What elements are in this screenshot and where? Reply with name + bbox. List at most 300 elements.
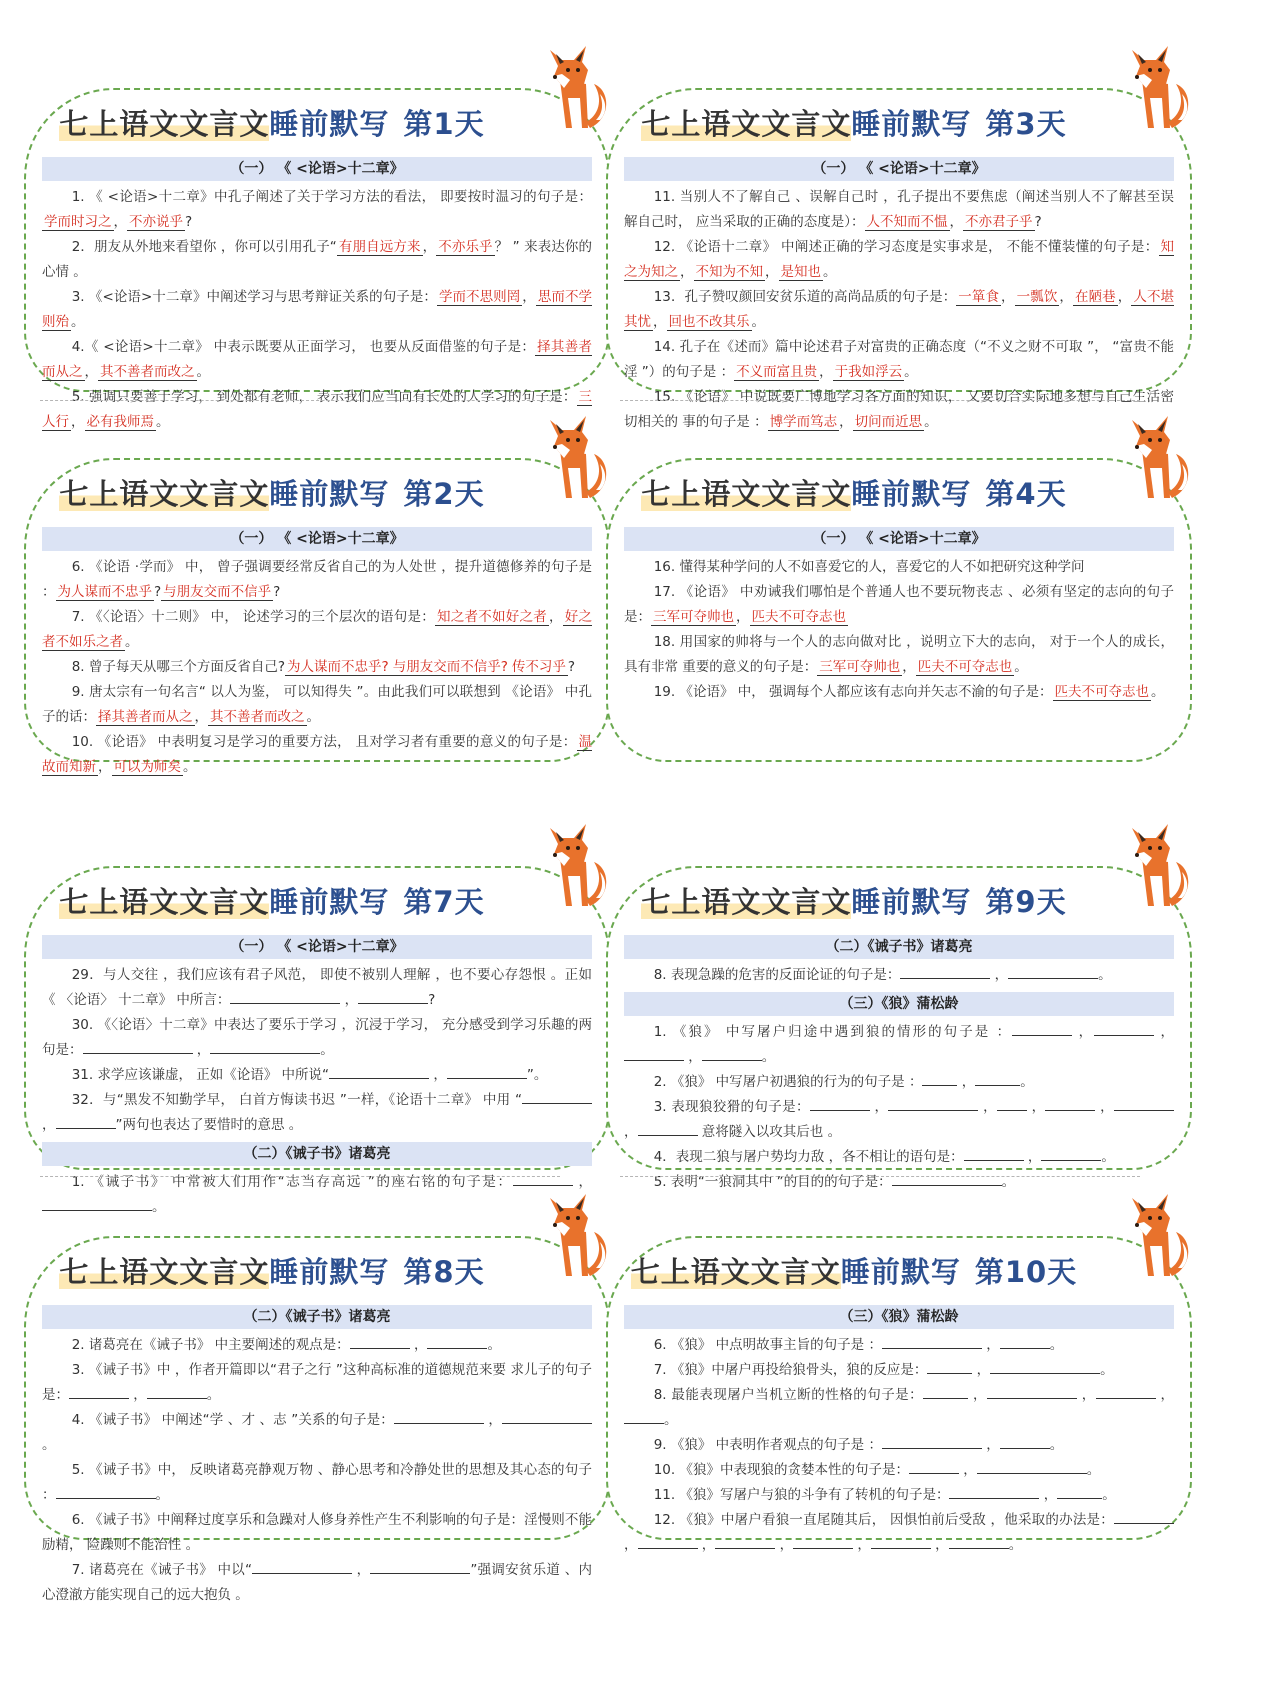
answer-text: 在陋巷 xyxy=(1075,289,1116,305)
answer-blank[interactable] xyxy=(888,1096,978,1111)
worksheet-card xyxy=(22,40,612,430)
answer-text: 择其善者而从之 xyxy=(42,339,592,380)
answer-blank[interactable] xyxy=(810,1096,870,1111)
fox-icon xyxy=(542,40,612,132)
answer-blank[interactable] xyxy=(210,1039,320,1054)
answer-text: 其不善者而改之 xyxy=(210,709,305,725)
question-text: ， xyxy=(194,709,208,725)
answer-text: 不亦君子乎 xyxy=(965,214,1033,230)
answer-text: 匹夫不可夺志也 xyxy=(751,609,846,625)
answer-blank[interactable] xyxy=(370,1559,470,1574)
question-text: 3. 《诫子书》中 ，作者开篇即以“君子之行 ”这种高标准的道德规范来要 求儿子的句子是： xyxy=(42,1362,592,1403)
answer-blank[interactable] xyxy=(1057,1484,1102,1499)
question-text: 32．与“黑发不知勤学早， 白首方悔读书迟 ”一样，《论语十二章》 中用 “ xyxy=(71,1092,522,1108)
answer-blank[interactable] xyxy=(358,989,428,1004)
question-text: 1. 《 <论语>十二章》中孔子阐述了关于学习方法的看法， 即要按时温习的句子是： xyxy=(71,189,592,205)
question-text: 。 xyxy=(751,314,765,330)
title-activity: 睡前默写 xyxy=(851,107,972,141)
answer-blank[interactable] xyxy=(1094,1021,1154,1036)
fox-icon xyxy=(1124,818,1194,910)
section-header: （一） 《 <论语>十二章》 xyxy=(42,157,592,181)
answer-blank[interactable] xyxy=(638,1121,698,1136)
card-content xyxy=(42,523,592,780)
question-text: 。 xyxy=(761,1049,776,1065)
answer-blank[interactable] xyxy=(624,1046,684,1061)
answer-text: 思而不学则殆 xyxy=(42,289,593,330)
question-text: 10. 《论语》 中表明复习是学习的重要方法， 且对学习者有重要的意义的句子是： xyxy=(71,734,577,750)
fox-icon xyxy=(1124,40,1194,132)
question-text: ， xyxy=(549,609,563,625)
question-item: 7. 诸葛亮在《诫子书》 中以“ ， ”强调安贫乐道 、内心澄澈方能实现自己的远大抱负 。 xyxy=(42,1558,592,1608)
question-text: 。 xyxy=(924,414,938,430)
answer-blank[interactable] xyxy=(56,1114,116,1129)
answer-text: 择其善者而从之 xyxy=(98,709,193,725)
question-item: 1. 《狼》 中写屠户归途中遇到狼的情形的句子是 ： ， ， ， 。 xyxy=(624,1020,1174,1070)
answer-text: 与朋友交而不信乎 xyxy=(163,584,272,600)
question-item xyxy=(42,605,592,655)
question-text: 10. 《狼》中表现狼的贪婪本性的句子是： xyxy=(653,1462,909,1478)
question-item: 12. 《狼》中屠户看狼一直尾随其后， 因惧怕前后受敌 ，他采取的办法是： ， ， ， ， ， 。 xyxy=(624,1508,1174,1558)
question-text: 7. 《〈论语〉十二则》 中， 论述学习的三个层次的语句是： xyxy=(71,609,436,625)
question-item: 7. 《狼》中屠户再投给狼骨头，狼的反应是： ， 。 xyxy=(624,1358,1174,1383)
answer-text: 不亦说乎 xyxy=(129,214,183,230)
question-item: 31. 求学应该谦虚， 正如《论语》 中所说“ ， ”。 xyxy=(42,1063,592,1088)
answer-text: 为人谋而不忠乎? xyxy=(287,659,389,675)
question-item xyxy=(42,235,592,285)
title-activity: 睡前默写 xyxy=(840,1255,961,1289)
fox-icon xyxy=(1124,1188,1194,1280)
question-text: ， xyxy=(1117,289,1132,305)
answer-blank[interactable] xyxy=(990,1359,1100,1374)
title-activity: 睡前默写 xyxy=(269,1255,390,1289)
answer-blank[interactable] xyxy=(977,1459,1087,1474)
question-text: ， xyxy=(1001,289,1015,305)
answer-text: 是知也 xyxy=(780,264,821,280)
question-text: 5. 《诫子书》中， 反映诸葛亮静观万物 、静心思考和冷静处世的思想及其心态的句子 ： xyxy=(42,1462,592,1503)
question-item: 3. 表现狼狡猾的句子是： ， ， ， ， ， 意将隧入以攻其后也 。 xyxy=(624,1095,1174,1145)
worksheet-card xyxy=(22,410,612,790)
answer-text: 三军可夺帅也 xyxy=(653,609,734,625)
card-title xyxy=(604,880,1104,924)
answer-blank[interactable] xyxy=(975,1071,1020,1086)
answer-text: 知之为知之 xyxy=(624,239,1174,280)
question-item: 10. 《狼》中表现狼的贪婪本性的句子是： ， 。 xyxy=(624,1458,1174,1483)
title-day: 第1天 xyxy=(403,107,485,141)
question-item xyxy=(42,1508,592,1558)
answer-blank[interactable] xyxy=(1000,1434,1050,1449)
title-activity: 睡前默写 xyxy=(269,885,390,919)
worksheet-card xyxy=(22,1188,612,1603)
answer-text: 回也不改其乐 xyxy=(668,314,750,330)
answer-text: 人不知而不愠 xyxy=(866,214,948,230)
answer-blank[interactable] xyxy=(1008,964,1098,979)
answer-blank[interactable] xyxy=(997,1096,1027,1111)
answer-blank[interactable] xyxy=(1114,1096,1174,1111)
answer-blank[interactable] xyxy=(892,1171,1002,1186)
answer-text: 三人行 xyxy=(42,389,592,430)
question-text: 7. 诸葛亮在《诫子书》 中以“ xyxy=(71,1562,253,1578)
question-text: 。 xyxy=(823,264,837,280)
answer-blank[interactable] xyxy=(502,1409,592,1424)
answer-blank[interactable] xyxy=(1041,1146,1101,1161)
question-text: 。 xyxy=(1008,1537,1023,1553)
question-text: 。 xyxy=(664,1412,678,1428)
question-text: 12. 《论语十二章》 中阐述正确的学习态度是实事求是， 不能不懂装懂的句子是： xyxy=(653,239,1159,255)
row-separator xyxy=(40,400,560,401)
question-text: 。 xyxy=(206,1387,221,1403)
answer-blank[interactable] xyxy=(69,1384,129,1399)
question-text: ， xyxy=(653,314,667,330)
question-text: 8. 表现急躁的危害的反面论证的句子是： xyxy=(653,967,901,983)
question-text: ？ ” 来表达你的心情 。 xyxy=(42,239,593,280)
question-item xyxy=(624,630,1174,680)
title-activity: 睡前默写 xyxy=(851,477,972,511)
answer-blank[interactable] xyxy=(923,1384,968,1399)
question-text: 16. 懂得某种学问的人不如喜爱它的人，喜爱它的人不如把研究这种学问 xyxy=(653,559,1085,575)
question-item xyxy=(42,185,592,235)
question-text: 29．与人交往 ，我们应该有君子风范， 即使不被别人理解 ，也不要心存怨恨 。正如《 〈论语〉 十二章》 中所言： xyxy=(42,967,592,1008)
answer-text: 其不善者而改之 xyxy=(100,364,195,380)
question-text: ”。 xyxy=(526,1067,548,1083)
answer-text: 知之者不如好之者 xyxy=(437,609,548,625)
question-text: 11. 《狼》写屠户与狼的斗争有了转机的句子是： xyxy=(653,1487,950,1503)
question-text: ”强调安贫乐道 、内心澄澈方能实现自己的远大抱负 。 xyxy=(42,1562,592,1603)
question-text: ， xyxy=(736,609,750,625)
answer-text: 传不习乎 xyxy=(511,659,566,675)
answer-blank[interactable] xyxy=(964,1146,1024,1161)
section-header: （二）《诫子书》诸葛亮 xyxy=(624,935,1174,959)
question-item: 8. 最能表现屠户当机立断的性格的句子是： ， ， ，。 xyxy=(624,1383,1174,1433)
question-text: ， xyxy=(422,239,437,255)
title-subject: 七上语文文言文 xyxy=(59,1255,270,1289)
answer-blank[interactable] xyxy=(447,1064,527,1079)
section-header: （二）《诫子书》诸葛亮 xyxy=(42,1305,592,1329)
question-text: 31. 求学应该谦虚， 正如《论语》 中所说“ xyxy=(71,1067,330,1083)
title-day: 第4天 xyxy=(985,477,1067,511)
answer-blank[interactable] xyxy=(793,1534,853,1549)
question-text: 30. 《〈论语〉十二章》中表达了要乐于学习 ，沉浸于学习， 充分感受到学习乐趣的两句是： xyxy=(42,1017,592,1058)
question-text: 。 xyxy=(42,1437,56,1453)
question-text: 。 xyxy=(1102,1487,1116,1503)
title-activity: 睡前默写 xyxy=(269,477,390,511)
title-subject: 七上语文文言文 xyxy=(59,107,270,141)
question-item: 9. 《狼》 中表明作者观点的句子是 ： ， 。 xyxy=(624,1433,1174,1458)
answer-text: 一瓢饮 xyxy=(1016,289,1058,305)
question-text: 4．表现二狼与屠户势均力敌 ，各不相让的语句是： xyxy=(653,1149,964,1165)
answer-text: 切问而近思 xyxy=(854,414,923,430)
answer-text: 博学而笃志 xyxy=(769,414,838,430)
worksheet-card xyxy=(604,40,1194,430)
question-item xyxy=(624,680,1174,705)
section-header: （一） 《 <论语>十二章》 xyxy=(624,157,1174,181)
fox-icon xyxy=(1124,410,1194,502)
question-text: 2. 《狼》 中写屠户初遇狼的行为的句子是 ： xyxy=(653,1074,923,1090)
answer-text: 学而时习之 xyxy=(44,214,112,230)
card-content xyxy=(624,153,1174,435)
question-text: 3. 表现狼狡猾的句子是： xyxy=(653,1099,810,1115)
answer-blank[interactable] xyxy=(513,1171,573,1186)
card-content xyxy=(42,153,592,435)
question-item xyxy=(42,730,592,780)
title-day: 第7天 xyxy=(403,885,485,919)
section-header: （一） 《 <论语>十二章》 xyxy=(42,935,592,959)
question-text: ， xyxy=(839,414,853,430)
answer-blank[interactable] xyxy=(252,1559,352,1574)
answer-blank[interactable] xyxy=(909,1459,959,1474)
answer-text: 一箪食 xyxy=(958,289,1000,305)
title-subject: 七上语文文言文 xyxy=(59,477,270,511)
answer-text: 匹夫不可夺志也 xyxy=(917,659,1013,675)
question-item: 6. 《狼》 中点明故事主旨的句子是 ： ， 。 xyxy=(624,1333,1174,1358)
worksheet-card xyxy=(604,1188,1194,1568)
question-text: 18. 用国家的帅将与一个人的志向做对比 ，说明立下大的志向， 对于一个人的成长， 具有非常 重要的意义的句子是： xyxy=(624,634,1174,675)
title-activity: 睡前默写 xyxy=(851,885,972,919)
question-text: 4.《 <论语>十二章》 中表示既要从正面学习， 也要从反面借鉴的句子是： xyxy=(71,339,536,355)
answer-blank[interactable] xyxy=(871,1534,931,1549)
answer-text: 于我如浮云 xyxy=(834,364,903,380)
worksheet-card xyxy=(604,818,1194,1198)
question-text: 11. 当别人不了解自己 、误解自己时 ，孔子提出不要焦虑（阐述当别人不了解甚至误解自己时， 应当采取的正确的态度是）： xyxy=(624,189,1174,230)
question-text: 3. 《<论语>十二章》中阐述学习与思考辩证关系的句子是： xyxy=(71,289,437,305)
answer-text: 不知为不知 xyxy=(695,264,763,280)
question-text: 6. 《狼》 中点明故事主旨的句子是 ： xyxy=(653,1337,882,1353)
answer-text: 不亦乐乎 xyxy=(438,239,493,255)
question-text: 14. 孔子在《述而》篇中论述君子对富贵的正确态度（“不义之财不可取 ”， “富贵不能淫 ”）的句子是 ： xyxy=(624,339,1174,380)
question-text: ， xyxy=(819,364,833,380)
card-content xyxy=(42,1301,592,1608)
question-text: 2．朋友从外地来看望你 ，你可以引用孔子“ xyxy=(71,239,337,255)
question-item xyxy=(624,555,1174,580)
question-text: 。 xyxy=(904,364,918,380)
answer-text: 必有我师焉 xyxy=(86,414,154,430)
question-text: ”两句也表达了要惜时的意思 。 xyxy=(115,1117,303,1133)
section-header: （一） 《 <论语>十二章》 xyxy=(42,527,592,551)
question-item: 4．表现二狼与屠户势均力敌 ，各不相让的语句是： ， 。 xyxy=(624,1145,1174,1170)
question-item xyxy=(42,680,592,730)
question-text: ， xyxy=(71,414,85,430)
question-text: ? xyxy=(154,584,162,600)
question-item: 2. 《狼》 中写屠户初遇狼的行为的句子是 ： ， 。 xyxy=(624,1070,1174,1095)
question-item xyxy=(624,285,1174,335)
answer-blank[interactable] xyxy=(1012,1021,1072,1036)
question-text: 。 xyxy=(125,634,139,650)
answer-blank[interactable] xyxy=(922,1071,957,1086)
answer-blank[interactable] xyxy=(522,1089,592,1104)
answer-text: 好之者不如乐之者 xyxy=(42,609,593,650)
answer-text: 有朋自远方来 xyxy=(338,239,421,255)
row-separator xyxy=(620,400,1140,401)
card-title xyxy=(22,880,522,924)
question-text: 。 xyxy=(1049,1337,1064,1353)
question-item xyxy=(42,555,592,605)
question-text: 12. 《狼》中屠户看狼一直尾随其后， 因惧怕前后受敌 ，他采取的办法是： xyxy=(653,1512,1114,1528)
question-text: ? xyxy=(567,659,576,675)
question-text: ， xyxy=(1059,289,1073,305)
question-text: 。 xyxy=(155,1487,169,1503)
answer-blank[interactable] xyxy=(882,1434,982,1449)
question-text: 6. 《诫子书》中阐释过度享乐和急躁对人修身养性产生不利影响的句子是：淫慢则不能励精， 险躁则不能治性 。 xyxy=(42,1512,592,1553)
answer-blank[interactable] xyxy=(329,1064,429,1079)
question-text: 7. 《狼》中屠户再投给狼骨头，狼的反应是： xyxy=(653,1362,928,1378)
question-text: 。 xyxy=(1151,684,1165,700)
question-text: 。 xyxy=(1001,1174,1016,1190)
question-text: 9. 《狼》 中表明作者观点的句子是 ： xyxy=(653,1437,882,1453)
card-title xyxy=(22,1250,522,1294)
question-text: 。 xyxy=(306,709,320,725)
question-item: 8. 表现急躁的危害的反面论证的句子是： ， 。 xyxy=(624,963,1174,988)
question-text: 。 xyxy=(1098,967,1112,983)
answer-blank[interactable] xyxy=(927,1359,972,1374)
question-text: ? xyxy=(185,214,193,230)
card-title xyxy=(22,102,522,146)
question-text: 。 xyxy=(156,414,170,430)
row-separator xyxy=(40,1176,560,1177)
card-title xyxy=(604,472,1104,516)
question-text: ， xyxy=(902,659,916,675)
card-content xyxy=(624,1301,1174,1558)
fox-icon xyxy=(542,410,612,502)
question-text: 4. 《诫子书》 中阐述“学 、才 、志 ”关系的句子是： xyxy=(71,1412,394,1428)
question-item: 1. 《诫子书》 中常被人们用作“志当存高远 ”的座右铭的句子是： ，。 xyxy=(42,1170,592,1220)
worksheet-card xyxy=(604,410,1194,790)
answer-blank[interactable] xyxy=(882,1334,982,1349)
fox-icon xyxy=(542,818,612,910)
fox-icon xyxy=(542,1188,612,1280)
answer-text: 可以为师矣 xyxy=(113,759,181,775)
question-text: 2. 诸葛亮在《诫子书》 中主要阐述的观点是： xyxy=(71,1337,350,1353)
question-item xyxy=(42,285,592,335)
question-item xyxy=(42,1458,592,1508)
title-activity: 睡前默写 xyxy=(269,107,390,141)
question-text: ? xyxy=(273,584,281,600)
row-separator xyxy=(620,1176,1140,1177)
question-text: ， xyxy=(84,364,98,380)
question-text: ， xyxy=(680,264,694,280)
question-item xyxy=(42,655,592,680)
title-subject: 七上语文文言文 xyxy=(630,1255,841,1289)
title-subject: 七上语文文言文 xyxy=(641,885,852,919)
card-content xyxy=(624,523,1174,705)
question-item xyxy=(624,580,1174,630)
answer-blank[interactable] xyxy=(949,1534,1009,1549)
answer-text: 匹夫不可夺志也 xyxy=(1054,684,1150,700)
question-text: ， xyxy=(98,759,112,775)
question-text: 。 xyxy=(487,1337,501,1353)
answer-text: 三军可夺帅也 xyxy=(819,659,901,675)
answer-blank[interactable] xyxy=(624,1409,664,1424)
question-text: 19. 《论语》 中， 强调每个人都应该有志向并矢志不渝的句子是： xyxy=(653,684,1053,700)
card-title xyxy=(22,472,522,516)
question-text: 。 xyxy=(152,1199,166,1215)
answer-text: 为人谋而不忠乎 xyxy=(57,584,152,600)
question-item xyxy=(624,235,1174,285)
answer-blank[interactable] xyxy=(702,1046,762,1061)
question-text: ? xyxy=(428,992,436,1008)
answer-blank[interactable] xyxy=(1000,1334,1050,1349)
answer-blank[interactable] xyxy=(350,1334,410,1349)
title-subject: 七上语文文言文 xyxy=(641,477,852,511)
answer-blank[interactable] xyxy=(900,964,990,979)
question-text: 。 xyxy=(183,759,197,775)
answer-text: 与朋友交而不信乎? xyxy=(392,659,508,675)
question-text: 17. 《论语》 中劝诫我们哪怕是个普通人也不要玩物丧志 、必须有坚定的志向的句子是： xyxy=(624,584,1174,625)
answer-blank[interactable] xyxy=(1114,1509,1174,1524)
question-text: 。 xyxy=(1100,1362,1114,1378)
question-text: ， xyxy=(522,289,536,305)
answer-blank[interactable] xyxy=(427,1334,487,1349)
question-text: 13．孔子赞叹颜回安贫乐道的高尚品质的句子是： xyxy=(653,289,957,305)
question-text: 5. 强调只要善于学习， 到处都有老师， 表示我们应当向有长处的人学习的句子是： xyxy=(71,389,577,405)
question-text: ， xyxy=(765,264,779,280)
question-text: 6. 《论语 ·学而》 中， 曾子强调要经常反省自己的为人处世 ，提升道德修养的句子是 ： xyxy=(42,559,592,600)
section-header: （三）《狼》蒲松龄 xyxy=(624,1305,1174,1329)
answer-blank[interactable] xyxy=(230,989,340,1004)
question-text: 。 xyxy=(1101,1149,1115,1165)
title-day: 第3天 xyxy=(985,107,1067,141)
answer-blank[interactable] xyxy=(1096,1384,1156,1399)
question-text: 。 xyxy=(320,1042,334,1058)
answer-blank[interactable] xyxy=(147,1384,207,1399)
question-item: 29．与人交往 ，我们应该有君子风范， 即使不被别人理解 ，也不要心存怨恨 。正如《 〈论语〉 十二章》 中所言： ， ? xyxy=(42,967,592,1008)
title-day: 第9天 xyxy=(985,885,1067,919)
worksheet-card xyxy=(22,818,612,1215)
question-text: ， xyxy=(113,214,127,230)
question-text: 。 xyxy=(1049,1437,1064,1453)
answer-text: 温故而知新 xyxy=(42,734,592,775)
question-text: 。 xyxy=(71,314,85,330)
question-item xyxy=(42,335,592,385)
question-item: 30. 《〈论语〉十二章》中表达了要乐于学习 ，沉浸于学习， 充分感受到学习乐趣的两句是： ， 。 xyxy=(42,1017,592,1058)
question-text: 15. 《论语》 中说既要广博地学习各方面的知识， 又要切合实际地多想与自己生活密切相关的 事的句子是 ： xyxy=(624,389,1174,430)
title-day: 第8天 xyxy=(403,1255,485,1289)
question-item: 11. 《狼》写屠户与狼的斗争有了转机的句子是： ， 。 xyxy=(624,1483,1174,1508)
question-text: 8. 最能表现屠户当机立断的性格的句子是： xyxy=(653,1387,924,1403)
question-item xyxy=(624,335,1174,385)
answer-blank[interactable] xyxy=(715,1534,775,1549)
title-day: 第2天 xyxy=(403,477,485,511)
section-header: （二）《诫子书》诸葛亮 xyxy=(42,1142,592,1166)
question-text: 。 xyxy=(1020,1074,1034,1090)
answer-blank[interactable] xyxy=(987,1384,1077,1399)
question-text: 。 xyxy=(196,364,210,380)
title-day: 第10天 xyxy=(974,1255,1078,1289)
answer-blank[interactable] xyxy=(83,1039,193,1054)
section-header: （一） 《 <论语>十二章》 xyxy=(624,527,1174,551)
question-item: 4. 《诫子书》 中阐述“学 、才 、志 ”关系的句子是： ，。 xyxy=(42,1408,592,1458)
answer-text: 人不堪其忧 xyxy=(624,289,1175,330)
answer-blank[interactable] xyxy=(56,1484,156,1499)
question-text: ? xyxy=(1034,214,1042,230)
answer-text: 学而不思则罔 xyxy=(438,289,521,305)
answer-blank[interactable] xyxy=(638,1534,698,1549)
answer-blank[interactable] xyxy=(394,1409,484,1424)
question-item: 32．与“黑发不知勤学早， 白首方悔读书迟 ”一样，《论语十二章》 中用 “ ， ”两句也表达了要惜时的意思 。 xyxy=(42,1088,592,1138)
question-text: 1. 《诫子书》 中常被人们用作“志当存高远 ”的座右铭的句子是： xyxy=(71,1174,513,1190)
card-content xyxy=(624,931,1174,1195)
answer-blank[interactable] xyxy=(1045,1096,1095,1111)
section-header: （三）《狼》蒲松龄 xyxy=(624,992,1174,1016)
question-text: 1. 《狼》 中写屠户归途中遇到狼的情形的句子是 ： xyxy=(653,1024,1013,1040)
question-text: 。 xyxy=(1086,1462,1101,1478)
question-text: 9. 唐太宗有一句名言“ 以人为鉴， 可以知得失 ”。由此我们可以联想到 《论语》 中孔子的话： xyxy=(42,684,592,725)
question-item: 2. 诸葛亮在《诫子书》 中主要阐述的观点是： ， 。 xyxy=(42,1333,592,1358)
card-title xyxy=(604,1250,1104,1294)
question-text: 8. 曾子每天从哪三个方面反省自己? xyxy=(71,659,286,675)
title-subject: 七上语文文言文 xyxy=(641,107,852,141)
answer-blank[interactable] xyxy=(949,1484,1039,1499)
question-text: 。 xyxy=(1014,659,1028,675)
question-text: 意将隧入以攻其后也 。 xyxy=(697,1124,842,1140)
